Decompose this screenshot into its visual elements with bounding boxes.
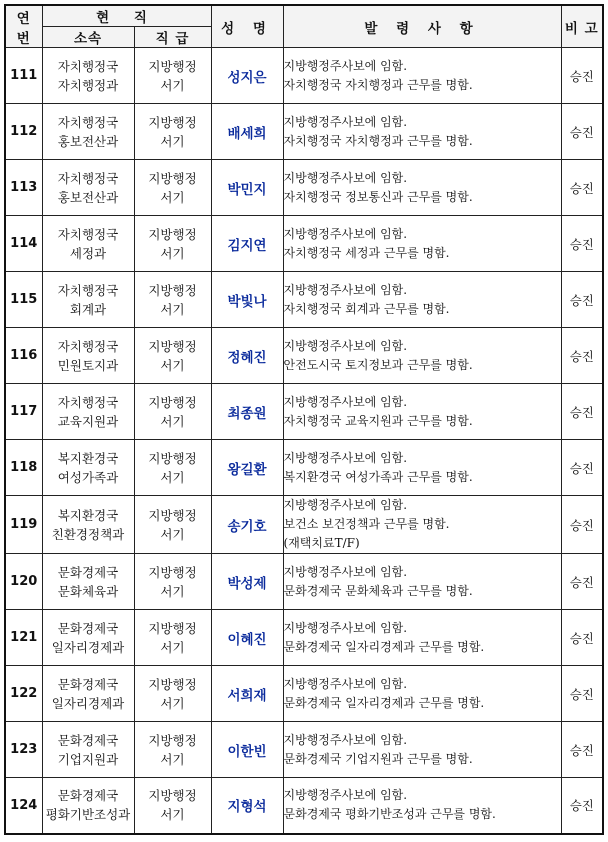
appointment-order-cell [283, 104, 561, 160]
department-cell [42, 160, 134, 216]
order-line: 지방행정주사보에 임함. [283, 450, 408, 465]
rank-line: 서기 [160, 583, 185, 599]
rank-line: 서기 [160, 245, 185, 261]
order-line: 자치행정국 회계과 근무를 명함. [283, 301, 450, 316]
rank-cell [134, 610, 211, 666]
row-number: 113 [5, 160, 42, 216]
row-number: 121 [5, 610, 42, 666]
person-name: 박성제 [211, 554, 283, 610]
rank-cell [134, 554, 211, 610]
table-row [5, 384, 603, 440]
table-row [5, 722, 603, 778]
department-line: 자치행정국 [57, 282, 119, 298]
note-cell: 승진 [561, 216, 603, 272]
header-rank: 직 급 [134, 27, 211, 48]
rank-cell [134, 384, 211, 440]
appointment-table [4, 4, 604, 835]
note-cell: 승진 [561, 440, 603, 496]
appointment-order-cell [283, 496, 561, 554]
order-line: 자치행정국 교육지원과 근무를 명함. [283, 413, 473, 428]
rank-line: 지방행정 [148, 170, 197, 186]
department-line: 문화경제국 [57, 732, 119, 748]
order-line: 지방행정주사보에 임함. [283, 498, 408, 512]
order-line: 지방행정주사보에 임함. [283, 620, 408, 635]
table-row [5, 104, 603, 160]
appointment-order-cell [283, 328, 561, 384]
department-line: 복지환경국 [57, 507, 119, 523]
row-number: 123 [5, 722, 42, 778]
note-cell: 승진 [561, 610, 603, 666]
table-row [5, 216, 603, 272]
department-line: 복지환경국 [57, 450, 119, 466]
person-name: 성지은 [211, 48, 283, 104]
table-row [5, 272, 603, 328]
row-number: 112 [5, 104, 42, 160]
note-cell: 승진 [561, 496, 603, 554]
rank-line: 지방행정 [148, 114, 197, 130]
department-line: 자치행정국 [57, 394, 119, 410]
order-line: 지방행정주사보에 임함. [283, 282, 408, 297]
header-name: 성 명 [211, 5, 283, 48]
department-line: 자치행정과 [57, 77, 119, 93]
person-name: 지형석 [211, 778, 283, 834]
person-name: 박민지 [211, 160, 283, 216]
rank-cell [134, 778, 211, 834]
row-number: 115 [5, 272, 42, 328]
note-cell: 승진 [561, 778, 603, 834]
note-cell: 승진 [561, 272, 603, 328]
department-cell [42, 328, 134, 384]
rank-line: 서기 [160, 807, 185, 823]
table-row [5, 778, 603, 834]
department-line: 교육지원과 [57, 413, 119, 429]
rank-line: 지방행정 [148, 394, 197, 410]
rank-line: 서기 [160, 695, 185, 711]
table-row [5, 328, 603, 384]
row-number: 122 [5, 666, 42, 722]
table-row [5, 610, 603, 666]
order-line: (재택치료T/F) [283, 536, 360, 550]
rank-line: 서기 [160, 751, 185, 767]
rank-cell [134, 272, 211, 328]
order-line: 지방행정주사보에 임함. [283, 676, 408, 691]
appointment-order-cell [283, 384, 561, 440]
department-line: 문화경제국 [57, 788, 119, 804]
rank-line: 지방행정 [148, 282, 197, 298]
header-note: 비 고 [561, 5, 603, 48]
order-line: 지방행정주사보에 임함. [283, 338, 408, 353]
row-number: 111 [5, 48, 42, 104]
order-line: 자치행정국 정보통신과 근무를 명함. [283, 189, 473, 204]
rank-line: 지방행정 [148, 732, 197, 748]
note-cell: 승진 [561, 160, 603, 216]
rank-line: 지방행정 [148, 620, 197, 636]
rank-cell [134, 328, 211, 384]
department-line: 세정과 [69, 245, 107, 261]
rank-cell [134, 440, 211, 496]
table-row [5, 160, 603, 216]
person-name: 왕길환 [211, 440, 283, 496]
table-row [5, 440, 603, 496]
rank-line: 서기 [160, 357, 185, 373]
department-line: 홍보전산과 [57, 133, 119, 149]
rank-line: 지방행정 [148, 788, 197, 804]
department-cell [42, 104, 134, 160]
header-no-bottom: 번 [16, 30, 31, 47]
person-name: 이혜진 [211, 610, 283, 666]
rank-line: 서기 [160, 301, 185, 317]
department-line: 민원토지과 [57, 357, 119, 373]
person-name: 김지연 [211, 216, 283, 272]
department-cell [42, 272, 134, 328]
row-number: 117 [5, 384, 42, 440]
department-cell [42, 496, 134, 554]
order-line: 자치행정국 자치행정과 근무를 명함. [283, 133, 473, 148]
department-cell [42, 666, 134, 722]
department-cell [42, 722, 134, 778]
person-name: 배세희 [211, 104, 283, 160]
appointment-order-cell [283, 610, 561, 666]
row-number: 119 [5, 496, 42, 554]
rank-line: 지방행정 [148, 226, 197, 242]
rank-line: 서기 [160, 77, 185, 93]
department-line: 문화경제국 [57, 620, 119, 636]
header-no-top: 연 [16, 10, 31, 27]
department-line: 자치행정국 [57, 114, 119, 130]
department-cell [42, 216, 134, 272]
rank-cell [134, 48, 211, 104]
order-line: 지방행정주사보에 임함. [283, 58, 408, 73]
rank-line: 지방행정 [148, 58, 197, 74]
appointment-order-cell [283, 554, 561, 610]
table-row [5, 554, 603, 610]
table-body [5, 48, 603, 834]
rank-cell [134, 104, 211, 160]
note-cell: 승진 [561, 384, 603, 440]
order-line: 지방행정주사보에 임함. [283, 564, 408, 579]
order-line: 지방행정주사보에 임함. [283, 114, 408, 129]
order-line: 자치행정국 세정과 근무를 명함. [283, 245, 450, 260]
table-header [5, 5, 603, 48]
note-cell: 승진 [561, 104, 603, 160]
department-line: 친환경정책과 [51, 526, 125, 542]
table-row [5, 666, 603, 722]
order-line: 문화경제국 기업지원과 근무를 명함. [283, 751, 473, 766]
rank-line: 서기 [160, 469, 185, 485]
rank-line: 서기 [160, 189, 185, 205]
order-line: 보건소 보건정책과 근무를 명함. [283, 517, 450, 531]
department-cell [42, 440, 134, 496]
department-line: 여성가족과 [57, 469, 119, 485]
appointment-order-cell [283, 722, 561, 778]
appointment-order-cell [283, 440, 561, 496]
person-name: 이한빈 [211, 722, 283, 778]
department-line: 자치행정국 [57, 226, 119, 242]
order-line: 문화경제국 평화기반조성과 근무를 명함. [283, 807, 496, 822]
appointment-order-cell [283, 216, 561, 272]
rank-line: 서기 [160, 413, 185, 429]
row-number: 120 [5, 554, 42, 610]
rank-cell [134, 722, 211, 778]
department-cell [42, 610, 134, 666]
person-name: 송기호 [211, 496, 283, 554]
person-name: 박빛나 [211, 272, 283, 328]
department-line: 일자리경제과 [51, 639, 125, 655]
note-cell: 승진 [561, 48, 603, 104]
order-line: 복지환경국 여성가족과 근무를 명함. [283, 469, 473, 484]
department-line: 문화경제국 [57, 564, 119, 580]
table-row [5, 496, 603, 554]
order-line: 지방행정주사보에 임함. [283, 732, 408, 747]
order-line: 지방행정주사보에 임함. [283, 788, 408, 803]
rank-line: 서기 [160, 526, 185, 542]
department-line: 문화체육과 [57, 583, 119, 599]
rank-line: 서기 [160, 639, 185, 655]
person-name: 서희재 [211, 666, 283, 722]
department-line: 자치행정국 [57, 170, 119, 186]
header-current-position: 현 직 [42, 5, 211, 27]
department-line: 자치행정국 [57, 338, 119, 354]
department-cell [42, 778, 134, 834]
row-number: 124 [5, 778, 42, 834]
department-cell [42, 554, 134, 610]
rank-line: 지방행정 [148, 564, 197, 580]
note-cell: 승진 [561, 666, 603, 722]
rank-line: 지방행정 [148, 338, 197, 354]
row-number: 114 [5, 216, 42, 272]
department-cell [42, 48, 134, 104]
order-line: 문화경제국 일자리경제과 근무를 명함. [283, 639, 485, 654]
order-line: 자치행정국 자치행정과 근무를 명함. [283, 77, 473, 92]
rank-cell [134, 496, 211, 554]
appointment-order-cell [283, 48, 561, 104]
table-row [5, 48, 603, 104]
rank-cell [134, 160, 211, 216]
person-name: 정혜진 [211, 328, 283, 384]
department-line: 평화기반조성과 [45, 807, 131, 823]
order-line: 문화경제국 일자리경제과 근무를 명함. [283, 695, 485, 710]
person-name: 최종원 [211, 384, 283, 440]
order-line: 지방행정주사보에 임함. [283, 394, 408, 409]
department-line: 기업지원과 [57, 751, 119, 767]
row-number: 118 [5, 440, 42, 496]
order-line: 지방행정주사보에 임함. [283, 226, 408, 241]
note-cell: 승진 [561, 722, 603, 778]
order-line: 안전도시국 토지정보과 근무를 명함. [283, 357, 473, 372]
department-line: 문화경제국 [57, 676, 119, 692]
order-line: 문화경제국 문화체육과 근무를 명함. [283, 583, 473, 598]
note-cell: 승진 [561, 554, 603, 610]
row-number: 116 [5, 328, 42, 384]
note-cell: 승진 [561, 328, 603, 384]
department-cell [42, 384, 134, 440]
department-line: 일자리경제과 [51, 695, 125, 711]
appointment-order-cell [283, 778, 561, 834]
department-line: 홍보전산과 [57, 189, 119, 205]
header-no [5, 5, 42, 48]
rank-cell [134, 666, 211, 722]
rank-line: 서기 [160, 133, 185, 149]
appointment-order-cell [283, 272, 561, 328]
rank-line: 지방행정 [148, 450, 197, 466]
header-dept: 소속 [42, 27, 134, 48]
header-order: 발 령 사 항 [283, 5, 561, 48]
department-line: 회계과 [69, 301, 107, 317]
appointment-order-cell [283, 666, 561, 722]
rank-cell [134, 216, 211, 272]
department-line: 자치행정국 [57, 58, 119, 74]
appointment-order-cell [283, 160, 561, 216]
rank-line: 지방행정 [148, 676, 197, 692]
rank-line: 지방행정 [148, 507, 197, 523]
order-line: 지방행정주사보에 임함. [283, 170, 408, 185]
